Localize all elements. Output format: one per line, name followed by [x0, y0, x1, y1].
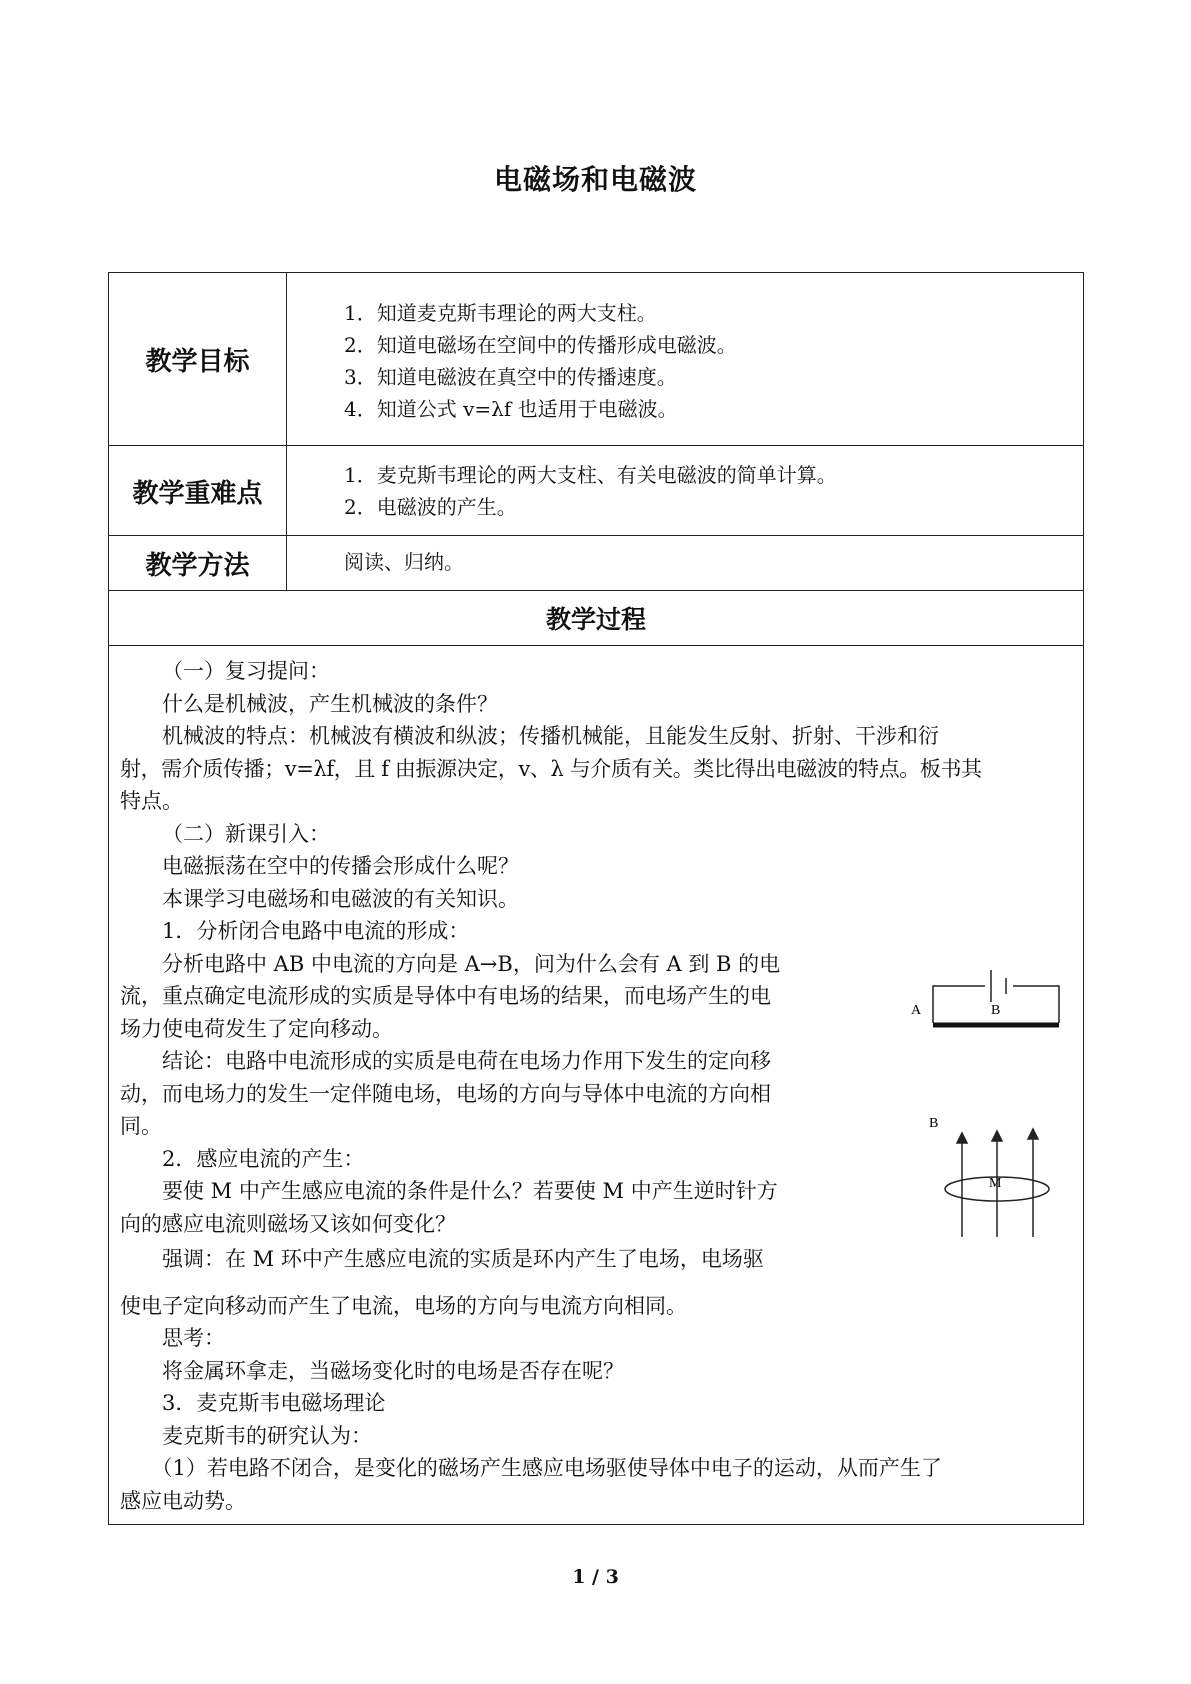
keypoint-item: 2．电磁波的产生。: [344, 495, 517, 519]
paragraph: 电磁振荡在空中的传播会形成什么呢？: [162, 854, 519, 878]
keypoint-item: 1．麦克斯韦理论的两大支柱、有关电磁波的简单计算。: [344, 463, 837, 487]
row-divider: [109, 445, 1083, 446]
label-b: B: [991, 1003, 1001, 1018]
paragraph: 结论：电路中电流形成的实质是电荷在电场力作用下发生的定向移: [162, 1049, 771, 1073]
arrow-up-icon: [957, 1133, 967, 1143]
paragraph: （1）若电路不闭合，是变化的磁场产生感应电场驱使导体中电子的运动，从而产生了: [151, 1456, 942, 1480]
paragraph: （二）新课引入：: [162, 821, 330, 846]
goal-item: 3．知道电磁波在真空中的传播速度。: [344, 365, 677, 389]
method-label: 教学方法: [145, 551, 250, 581]
paragraph-line: 向的感应电流则磁场又该如何变化？: [120, 1211, 456, 1236]
row-divider: [109, 590, 1083, 591]
process-heading: 教学过程: [545, 605, 646, 634]
row-divider: [109, 535, 1083, 536]
document-title: 电磁场和电磁波: [493, 163, 697, 196]
keypoints-list: [344, 459, 837, 523]
paragraph: 本课学习电磁场和电磁波的有关知识。: [162, 886, 519, 911]
magnetic-field-diagram: [899, 1093, 1089, 1253]
paragraph-line: 场力使电荷发生了定向移动。: [120, 1016, 393, 1041]
paragraph-line: 感应电动势。: [120, 1488, 246, 1513]
row-divider: [109, 645, 1083, 646]
column-divider: [286, 273, 287, 590]
paragraph: 将金属环拿走，当磁场变化时的电场是否存在呢？: [162, 1358, 624, 1383]
paragraph-line: 使电子定向移动而产生了电流，电场的方向与电流方向相同。: [120, 1293, 687, 1318]
circuit-diagram: [899, 948, 1089, 1048]
paragraph: （一）复习提问：: [162, 659, 330, 683]
label-a: A: [911, 1003, 922, 1018]
paragraph: 1．分析闭合电路中电流的形成：: [162, 919, 470, 943]
paragraph: 3．麦克斯韦电磁场理论: [162, 1391, 386, 1415]
goal-item: 2．知道电磁场在空间中的传播形成电磁波。: [344, 333, 737, 357]
paragraph: 要使 M 中产生感应电流的条件是什么？若要使 M 中产生逆时针方: [162, 1179, 778, 1203]
paragraph: 2．感应电流的产生：: [162, 1146, 365, 1171]
goal-item: 4．知道公式 v=λf 也适用于电磁波。: [344, 397, 678, 421]
paragraph: 分析电路中 AB 中电流的方向是 A→B，问为什么会有 A 到 B 的电: [162, 951, 781, 976]
paragraph: 机械波的特点：机械波有横波和纵波；传播机械能，且能发生反射、折射、干涉和衍: [162, 724, 939, 748]
keypoints-label: 教学重难点: [132, 479, 263, 509]
label-ring-m: M: [989, 1176, 1002, 1191]
paragraph: 什么是机械波，产生机械波的条件？: [162, 691, 498, 716]
goal-item: 1．知道麦克斯韦理论的两大支柱。: [344, 301, 657, 325]
page-number: 1 / 3: [572, 1566, 619, 1588]
paragraph-line: 射，需介质传播；v=λf，且 f 由振源决定，v、λ 与介质有关。类比得出电磁波的特点。板书其: [120, 756, 982, 781]
paragraph: 强调：在 M 环中产生感应电流的实质是环内产生了电场，电场驱: [162, 1247, 764, 1271]
paragraph-line: 流，重点确定电流形成的实质是导体中有电场的结果，而电场产生的电: [120, 984, 771, 1008]
paragraph: 思考：: [162, 1326, 225, 1350]
arrow-up-icon: [992, 1131, 1002, 1141]
process-body-bottom: [120, 1243, 1080, 1517]
paragraph-line: 同。: [120, 1114, 162, 1138]
goals-list: [344, 297, 737, 425]
method-text: 阅读、归纳。: [344, 550, 464, 574]
paragraph: 麦克斯韦的研究认为：: [162, 1423, 372, 1448]
paragraph-line: 特点。: [120, 789, 183, 813]
arrow-up-icon: [1028, 1129, 1038, 1139]
goals-label: 教学目标: [145, 347, 250, 377]
lesson-table: [108, 272, 1084, 1525]
label-field-b: B: [929, 1116, 939, 1131]
paragraph-line: 动，而电场力的发生一定伴随电场，电场的方向与导体中电流的方向相: [120, 1081, 771, 1106]
